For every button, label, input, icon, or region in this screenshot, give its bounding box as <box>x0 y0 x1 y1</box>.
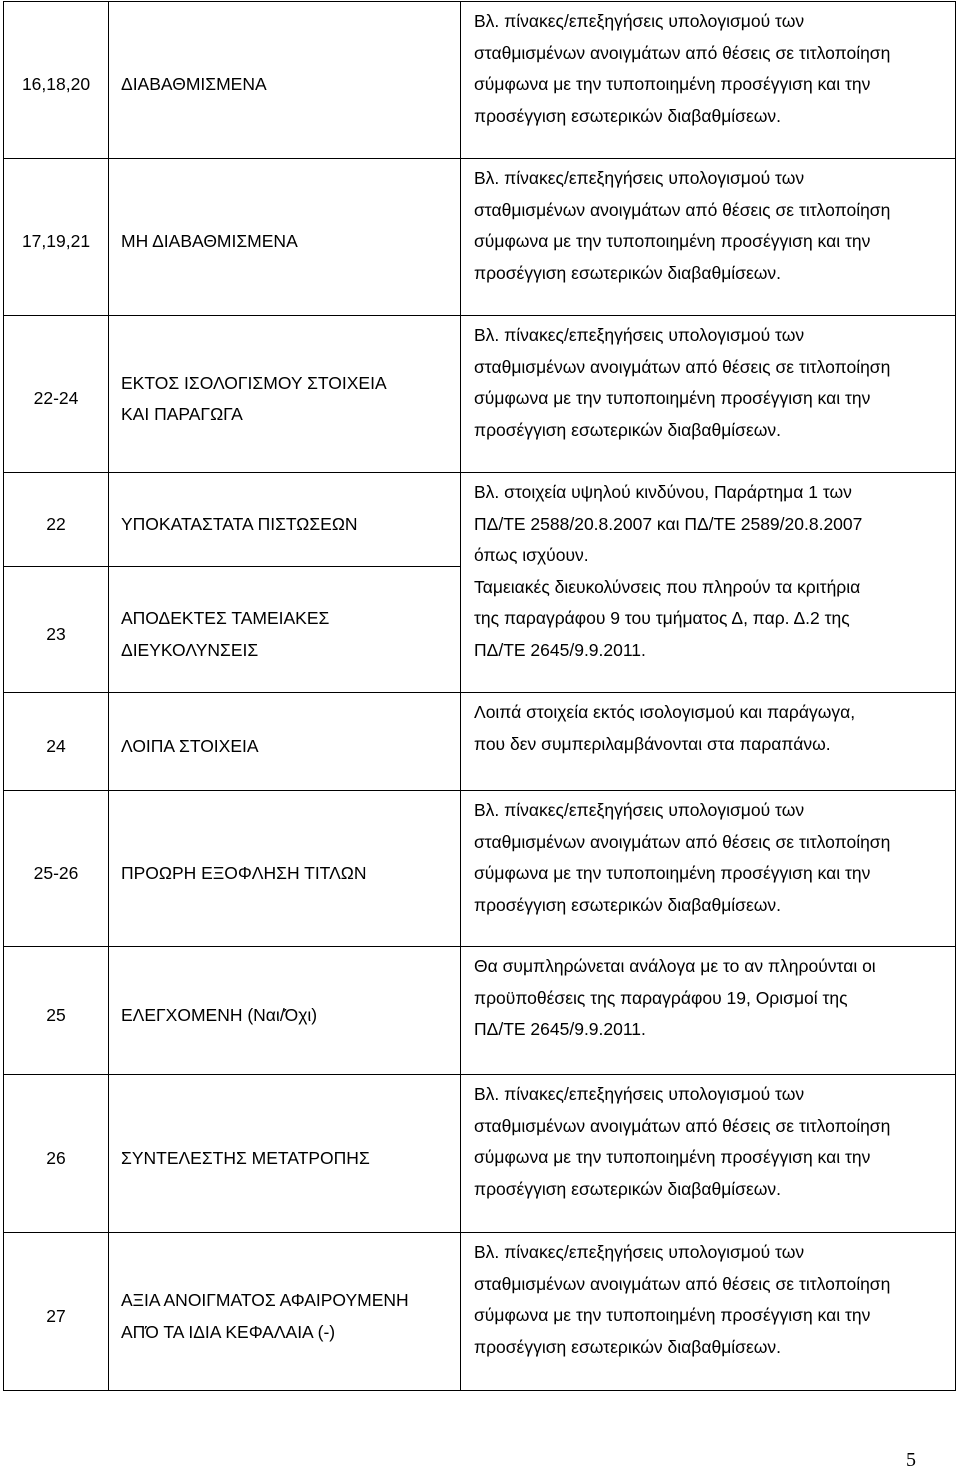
row-label <box>109 947 461 1075</box>
row-label-line: ΑΠΌ ΤΑ ΙΔΙΑ ΚΕΦΑΛΑΙΑ (-) <box>121 1321 336 1342</box>
row-label-line: ΑΞΙΑ ΑΝΟΙΓΜΑΤΟΣ ΑΦΑΙΡΟΥΜΕΝΗ <box>121 1290 409 1310</box>
row-label-line: ΚΑΙ ΠΑΡΑΓΩΓΑ <box>121 404 243 424</box>
row-note-line: σταθμισμένων ανοιγμάτων από θέσεις σε τιτλοποίηση <box>474 831 891 852</box>
row-note-line: προσέγγιση εσωτερικών διαβαθμίσεων. <box>474 894 782 915</box>
row-code <box>4 791 109 947</box>
row-note-line: σύμφωνα με την τυποποιημένη προσέγγιση και την <box>474 231 871 251</box>
row-note <box>461 1233 956 1391</box>
row-label-line: ΜΗ ΔΙΑΒΑΘΜΙΣΜΕΝΑ <box>121 231 298 252</box>
row-label-line: ΕΚΤΟΣ ΙΣΟΛΟΓΙΣΜΟΥ ΣΤΟΙΧΕΙΑ <box>121 372 387 393</box>
row-note-line: όπως ισχύουν. <box>474 545 589 565</box>
row-note-line: της παραγράφου 9 του τμήματος Δ, παρ. Δ.2 της <box>474 608 850 628</box>
row-note-line: που δεν συμπεριλαμβάνονται στα παραπάνω. <box>474 733 831 754</box>
row-code-text: 24 <box>46 735 66 756</box>
row-note-line: προσέγγιση εσωτερικών διαβαθμίσεων. <box>474 262 782 283</box>
row-label <box>109 693 461 791</box>
row-label <box>109 1233 461 1391</box>
row-code <box>4 316 109 473</box>
row-label-line: ΥΠΟΚΑΤΑΣΤΑΤΑ ΠΙΣΤΩΣΕΩΝ <box>121 513 358 534</box>
row-note-line: σύμφωνα με την τυποποιημένη προσέγγιση και την <box>474 1147 871 1167</box>
row-note-line: Βλ. πίνακες/επεξηγήσεις υπολογισμού των <box>474 11 805 31</box>
row-label <box>109 316 461 473</box>
row-note <box>461 159 956 316</box>
row-code <box>4 947 109 1075</box>
row-label-line: ΔΙΑΒΑΘΜΙΣΜΕΝΑ <box>121 74 267 95</box>
row-note-line: σύμφωνα με την τυποποιημένη προσέγγιση και την <box>474 388 871 408</box>
row-label-line: ΕΛΕΓΧΟΜΕΝΗ (Ναι/Όχι) <box>121 1004 318 1025</box>
row-label <box>109 791 461 947</box>
row-label-line: ΛΟΙΠΑ ΣΤΟΙΧΕΙΑ <box>121 735 259 756</box>
row-code-text: 23 <box>46 623 66 644</box>
row-code-text: 22 <box>46 513 66 534</box>
row-note <box>461 2 956 159</box>
row-note-line: Βλ. πίνακες/επεξηγήσεις υπολογισμού των <box>474 168 805 188</box>
row-note <box>461 1075 956 1233</box>
row-code-text: 25-26 <box>33 862 79 883</box>
table-row <box>4 159 956 316</box>
row-note-line: Βλ. στοιχεία υψηλού κινδύνου, Παράρτημα 1 των <box>474 482 852 502</box>
row-note-line: Θα συμπληρώνεται ανάλογα με το αν πληρούνται οι <box>474 956 876 976</box>
row-label <box>109 159 461 316</box>
row-label-line: ΑΠΟΔΕΚΤΕΣ ΤΑΜΕΙΑΚΕΣ <box>121 608 330 628</box>
row-note-line: σταθμισμένων ανοιγμάτων από θέσεις σε τιτλοποίηση <box>474 1273 891 1294</box>
row-note-line: προσέγγιση εσωτερικών διαβαθμίσεων. <box>474 419 782 440</box>
row-note-line: προϋποθέσεις της παραγράφου 19, Ορισμοί της <box>474 987 848 1008</box>
page-number: 5 <box>906 1449 916 1471</box>
row-label <box>109 473 461 567</box>
table-row <box>4 1233 956 1391</box>
table-row <box>4 693 956 791</box>
row-note-line: προσέγγιση εσωτερικών διαβαθμίσεων. <box>474 1178 782 1199</box>
row-code-text: 16,18,20 <box>21 74 91 95</box>
document-table <box>3 1 956 1391</box>
table-row <box>4 473 956 567</box>
row-note-line: ΠΔ/ΤΕ 2645/9.9.2011. <box>474 639 646 660</box>
row-label <box>109 2 461 159</box>
row-note <box>461 791 956 947</box>
row-note-line: Βλ. πίνακες/επεξηγήσεις υπολογισμού των <box>474 1084 805 1104</box>
row-note <box>461 473 956 693</box>
row-note <box>461 316 956 473</box>
row-code-text: 17,19,21 <box>21 231 91 252</box>
table-row <box>4 2 956 159</box>
row-code <box>4 2 109 159</box>
row-code <box>4 693 109 791</box>
row-note-line: προσέγγιση εσωτερικών διαβαθμίσεων. <box>474 1336 782 1357</box>
table-row <box>4 791 956 947</box>
row-note-line: σταθμισμένων ανοιγμάτων από θέσεις σε τιτλοποίηση <box>474 1115 891 1136</box>
row-label <box>109 567 461 693</box>
row-code <box>4 159 109 316</box>
row-note <box>461 693 956 791</box>
table-row <box>4 316 956 473</box>
row-label-line: ΔΙΕΥΚΟΛΥΝΣΕΙΣ <box>121 639 259 660</box>
row-note-line: σύμφωνα με την τυποποιημένη προσέγγιση και την <box>474 1305 871 1325</box>
row-note-line: Βλ. πίνακες/επεξηγήσεις υπολογισμού των <box>474 325 805 345</box>
row-code <box>4 1075 109 1233</box>
row-note-line: ΠΔ/ΤΕ 2645/9.9.2011. <box>474 1019 646 1039</box>
row-label-line: ΠΡΟΩΡΗ ΕΞΟΦΛΗΣΗ ΤΙΤΛΩΝ <box>121 862 367 883</box>
row-note-line: ΠΔ/ΤΕ 2588/20.8.2007 και ΠΔ/ΤΕ 2589/20.8.2007 <box>474 513 863 534</box>
row-note <box>461 947 956 1075</box>
row-code-text: 26 <box>46 1147 66 1168</box>
row-code-text: 27 <box>46 1305 66 1326</box>
row-label-line: ΣΥΝΤΕΛΕΣΤΗΣ ΜΕΤΑΤΡΟΠΗΣ <box>121 1147 370 1168</box>
row-code-text: 22-24 <box>33 388 79 409</box>
row-note-line: προσέγγιση εσωτερικών διαβαθμίσεων. <box>474 105 782 126</box>
row-note-line: σταθμισμένων ανοιγμάτων από θέσεις σε τιτλοποίηση <box>474 356 891 377</box>
row-note-line: σταθμισμένων ανοιγμάτων από θέσεις σε τιτλοποίηση <box>474 199 891 220</box>
row-label <box>109 1075 461 1233</box>
row-note-line: σταθμισμένων ανοιγμάτων από θέσεις σε τιτλοποίηση <box>474 42 891 63</box>
table-row <box>4 947 956 1075</box>
row-note-line: σύμφωνα με την τυποποιημένη προσέγγιση και την <box>474 863 871 883</box>
row-note-line: σύμφωνα με την τυποποιημένη προσέγγιση και την <box>474 74 871 94</box>
table-row <box>4 1075 956 1233</box>
row-note-line: Ταμειακές διευκολύνσεις που πληρούν τα κριτήρια <box>474 576 861 597</box>
row-code <box>4 567 109 693</box>
row-note-line: Βλ. πίνακες/επεξηγήσεις υπολογισμού των <box>474 1242 805 1262</box>
row-code <box>4 473 109 567</box>
row-code <box>4 1233 109 1391</box>
row-note-line: Βλ. πίνακες/επεξηγήσεις υπολογισμού των <box>474 800 805 820</box>
row-code-text: 25 <box>46 1004 66 1025</box>
row-note-line: Λοιπά στοιχεία εκτός ισολογισμού και παράγωγα, <box>474 702 856 722</box>
